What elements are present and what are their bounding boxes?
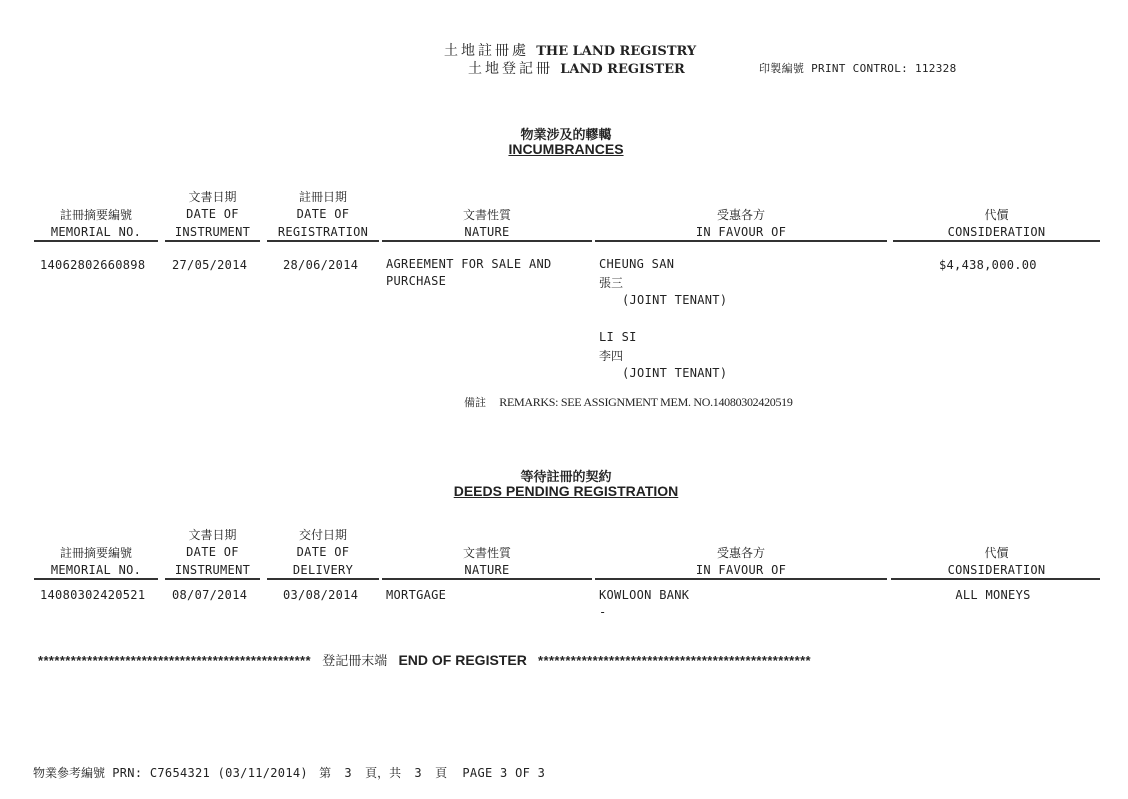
col-date-instrument-en2: INSTRUMENT xyxy=(174,225,251,239)
date-of-delivery: 03/08/2014 xyxy=(283,588,359,602)
col-consideration-cn: 代價 xyxy=(984,208,1009,222)
col-nature-en: NATURE xyxy=(464,563,510,577)
page-footer xyxy=(33,764,545,781)
party-name-cn: 張三 xyxy=(599,276,624,290)
col-date-instrument-cn: 文書日期 xyxy=(188,528,237,542)
col-consideration-cn: 代價 xyxy=(984,546,1009,560)
header-underline xyxy=(382,240,592,242)
remarks-text: REMARKS: SEE ASSIGNMENT MEM. NO.14080302420519 xyxy=(499,395,793,409)
header-underline xyxy=(165,578,260,580)
party-capacity: (JOINT TENANT) xyxy=(622,366,728,380)
end-of-register xyxy=(38,650,811,669)
col-date-delivery-cn: 交付日期 xyxy=(298,528,347,542)
registry-name-en: THE LAND REGISTRY xyxy=(536,44,697,59)
end-label-cn: 登記冊末端 xyxy=(322,654,388,669)
col-date-instrument-en2: INSTRUMENT xyxy=(174,563,251,577)
register-name-cn: 土地登記冊 xyxy=(468,61,553,77)
date-of-instrument: 08/07/2014 xyxy=(172,588,248,602)
end-label-en: END OF REGISTER xyxy=(398,652,527,668)
page-en: PAGE 3 OF 3 xyxy=(462,766,546,780)
header-underline xyxy=(267,578,379,580)
prn-label-cn: 物業參考編號 xyxy=(33,766,106,780)
col-date-registration-en1: DATE OF xyxy=(296,207,350,221)
registry-name-cn: 土地註冊處 xyxy=(444,43,529,59)
page-total: 3 xyxy=(414,766,422,780)
header-underline xyxy=(34,578,158,580)
col-nature-en: NATURE xyxy=(464,225,510,239)
registry-header xyxy=(444,40,696,60)
nature-line-1: AGREEMENT FOR SALE AND xyxy=(386,257,552,271)
party-capacity: (JOINT TENANT) xyxy=(622,293,728,307)
header-underline xyxy=(595,240,887,242)
incumbrances-title-en: INCUMBRANCES xyxy=(508,141,624,157)
register-name-en: LAND REGISTER xyxy=(560,62,685,77)
date-of-registration: 28/06/2014 xyxy=(283,258,359,272)
col-memorial-en: MEMORIAL NO. xyxy=(50,563,142,577)
pending-title-cn: 等待註冊的契約 xyxy=(520,470,612,485)
col-date-delivery-en1: DATE OF xyxy=(296,545,350,559)
col-favour-en: IN FAVOUR OF xyxy=(695,563,787,577)
col-date-delivery-en2: DELIVERY xyxy=(292,563,354,577)
nature: MORTGAGE xyxy=(386,588,447,602)
col-favour-cn: 受惠各方 xyxy=(716,208,765,222)
stars-right: ************************************************** xyxy=(538,653,812,668)
col-date-instrument-en1: DATE OF xyxy=(186,545,239,559)
page-label-cn-2: 頁，共 xyxy=(365,766,402,780)
nature-line-2: PURCHASE xyxy=(386,274,447,288)
col-nature-cn: 文書性質 xyxy=(462,546,511,560)
col-favour-cn: 受惠各方 xyxy=(716,546,765,560)
col-consideration-en: CONSIDERATION xyxy=(947,563,1046,577)
memorial-no: 14080302420521 xyxy=(40,588,146,602)
col-memorial-cn: 註冊摘要編號 xyxy=(59,546,132,560)
memorial-no: 14062802660898 xyxy=(40,258,146,272)
incumbrances-title-cn: 物業涉及的轇轕 xyxy=(520,128,612,143)
header-underline xyxy=(267,240,379,242)
header-underline xyxy=(893,240,1100,242)
page-label-cn-1: 第 xyxy=(319,766,332,780)
prn-text: PRN: C7654321 (03/11/2014) xyxy=(112,766,308,780)
party-name-en: CHEUNG SAN xyxy=(599,257,675,271)
page-number: 3 xyxy=(344,766,352,780)
header-underline xyxy=(165,240,260,242)
header-underline xyxy=(595,578,887,580)
date-of-instrument: 27/05/2014 xyxy=(172,258,248,272)
stars-left: ************************************************** xyxy=(38,653,311,668)
remarks xyxy=(464,394,793,410)
register-header xyxy=(468,58,685,78)
col-date-registration-cn: 註冊日期 xyxy=(298,190,347,204)
col-nature-cn: 文書性質 xyxy=(462,208,511,222)
col-date-instrument-en1: DATE OF xyxy=(186,207,239,221)
col-memorial-en: MEMORIAL NO. xyxy=(50,225,142,239)
pending-title-en: DEEDS PENDING REGISTRATION xyxy=(453,483,679,499)
header-underline xyxy=(382,578,592,580)
consideration-value: $4,438,000.00 xyxy=(939,258,1037,272)
header-underline xyxy=(34,240,158,242)
remarks-label-cn: 備註 xyxy=(464,396,486,409)
party-name-en: LI SI xyxy=(599,330,637,344)
party-name-en: KOWLOON BANK xyxy=(599,588,690,602)
page-label-cn-3: 頁 xyxy=(435,766,448,780)
col-memorial-cn: 註冊摘要編號 xyxy=(59,208,132,222)
consideration-value: ALL MONEYS xyxy=(955,588,1031,602)
col-consideration-en: CONSIDERATION xyxy=(947,225,1046,239)
col-date-instrument-cn: 文書日期 xyxy=(188,190,237,204)
col-favour-en: IN FAVOUR OF xyxy=(695,225,787,239)
header-underline xyxy=(891,578,1100,580)
party-name-cn: 李四 xyxy=(599,349,624,363)
col-date-registration-en2: REGISTRATION xyxy=(277,225,369,239)
party-name-cn: - xyxy=(599,605,607,619)
print-control: 印製編號 PRINT CONTROL: 112328 xyxy=(759,62,957,75)
